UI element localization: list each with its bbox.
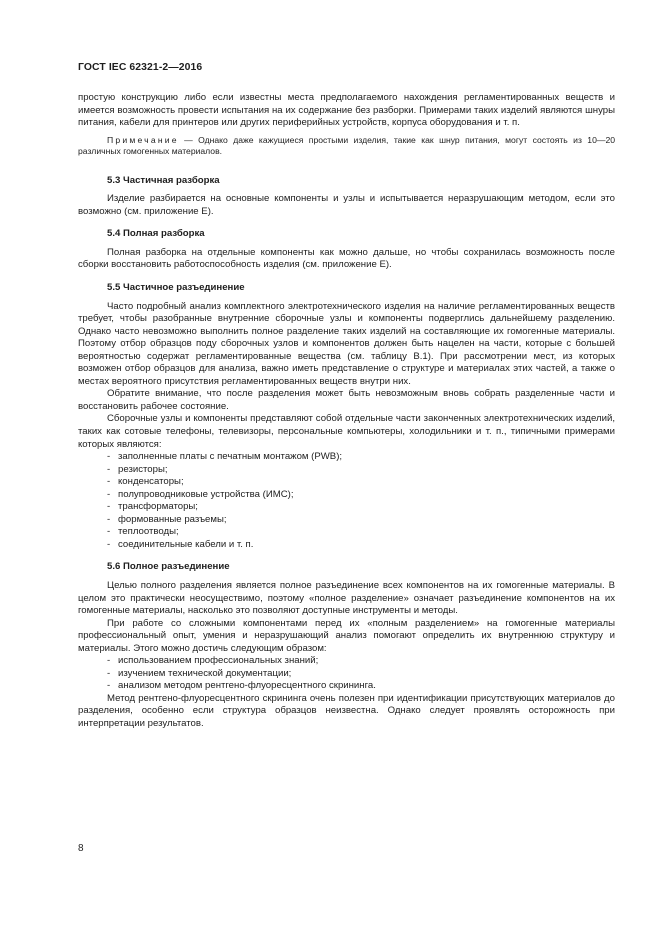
list-item: - конденсаторы; [78, 476, 615, 489]
list-item: - теплоотводы; [78, 526, 615, 539]
intro-paragraph: простую конструкцию либо если известны места предполагаемого нахождения регламентированных веществ и имеется возможность провести испытания на их содержание без разборки. Примерами таких изделий являются шнуры питания, кабели для принтеров или других периферийных устройств, корпуса оборудования и т. п. [78, 92, 615, 129]
document-body [78, 92, 615, 731]
section-5-3-paragraph: Изделие разбирается на основные компоненты и узлы и испытывается неразрушающим методом, если это возможно (см. приложение Е). [78, 193, 615, 217]
list-item: - резисторы; [78, 464, 615, 477]
section-5-6-paragraph-2: При работе со сложными компонентами перед их «полным разделением» на гомогенные материалы профессиональный опыт, умения и неразрушающий анализ помогают определить их внутреннюю структуру и материалы. Этого можно достичь следующим образом: [78, 617, 615, 654]
section-5-6-title: 5.6 Полное разъединение [107, 561, 230, 573]
section-5-4-paragraph: Полная разборка на отдельные компоненты как можно дальше, но чтобы сохранилась возможность после сборки восстановить работоспособность изделия (см. приложение Е). [78, 246, 615, 271]
list-item: - анализом методом рентгено-флуоресцентного скрининга. [78, 680, 615, 693]
list-item: - трансформаторы; [78, 501, 615, 514]
section-5-6-paragraph-1: Целью полного разделения является полное разъединение всех компонентов на их гомогенные материалы. В целом это практически неосуществимо, поэтому «полное разделение» означает разъединение компонентов на их гомогенные материалы, насколько это позволяют доступные инструменты и методы. [78, 579, 615, 617]
section-5-4-title: 5.4 Полная разборка [107, 228, 205, 240]
note-text: — Однако даже кажущиеся простыми изделия, такие как шнур питания, могут состоять из 10—20 различных гомогенных материалов. [78, 134, 616, 157]
document-header: ГОСТ IEC 62321-2—2016 [78, 62, 203, 73]
section-5-5-title: 5.5 Частичное разъединение [107, 282, 245, 294]
note-label: Примечание [107, 134, 179, 145]
section-5-6-paragraph-3: Метод рентгено-флуоресцентного скрининга очень полезен при идентификации присутствующих материалов до разделения, особенно если структура образцов неизвестна. Однако следует проявлять осторожность при интерпретации результатов. [78, 692, 615, 729]
section-5-5-paragraph-3: Сборочные узлы и компоненты представляют собой отдельные части законченных электротехнических изделий, таких как сотовые телефоны, телевизоры, персональные компьютеры, холодильники и т. п., типичными примерами которых являются: [78, 413, 615, 450]
list-item: - изучением технической документации; [78, 668, 615, 681]
list-item: - формованные разъемы; [78, 514, 615, 527]
page-number: 8 [78, 843, 84, 854]
list-item: - соединительные кабели и т. п. [78, 539, 615, 552]
list-item: - полупроводниковые устройства (ИМС); [78, 489, 615, 502]
list-item: - использованием профессиональных знаний; [78, 655, 615, 668]
section-5-5-paragraph-2: Обратите внимание, что после разделения может быть невозможным вновь собрать разделенные части и восстановить рабочее состояние. [78, 388, 615, 412]
list-item: - заполненные платы с печатным монтажом (PWB); [78, 451, 615, 464]
note [78, 135, 615, 158]
components-list [78, 451, 615, 551]
section-5-3-title: 5.3 Частичная разборка [107, 174, 220, 186]
section-5-5-paragraph-1: Часто подробный анализ комплектного электротехнического изделия на наличие регламентированных веществ требует, чтобы разобранные внутренние сборочные узлы и компоненты подверглись дальнейшему разделению. Однако часто невозможно выполнить полное разделение таких изделий на составляющие их гомогенные материалы. Поэтому отбор образцов поду сборочных узлов и компонентов должен быть нацелен на части, которые с большей вероятностью содержат регламентированные вещества (см. таблицу В.1). При рассмотрении мест, из которых возможен отбор образцов для анализа, важно иметь представление о структуре и материалах этих частей, а также о местах вероятного присутствия регламентированных веществ внутри них. [78, 300, 615, 387]
methods-list [78, 655, 615, 693]
